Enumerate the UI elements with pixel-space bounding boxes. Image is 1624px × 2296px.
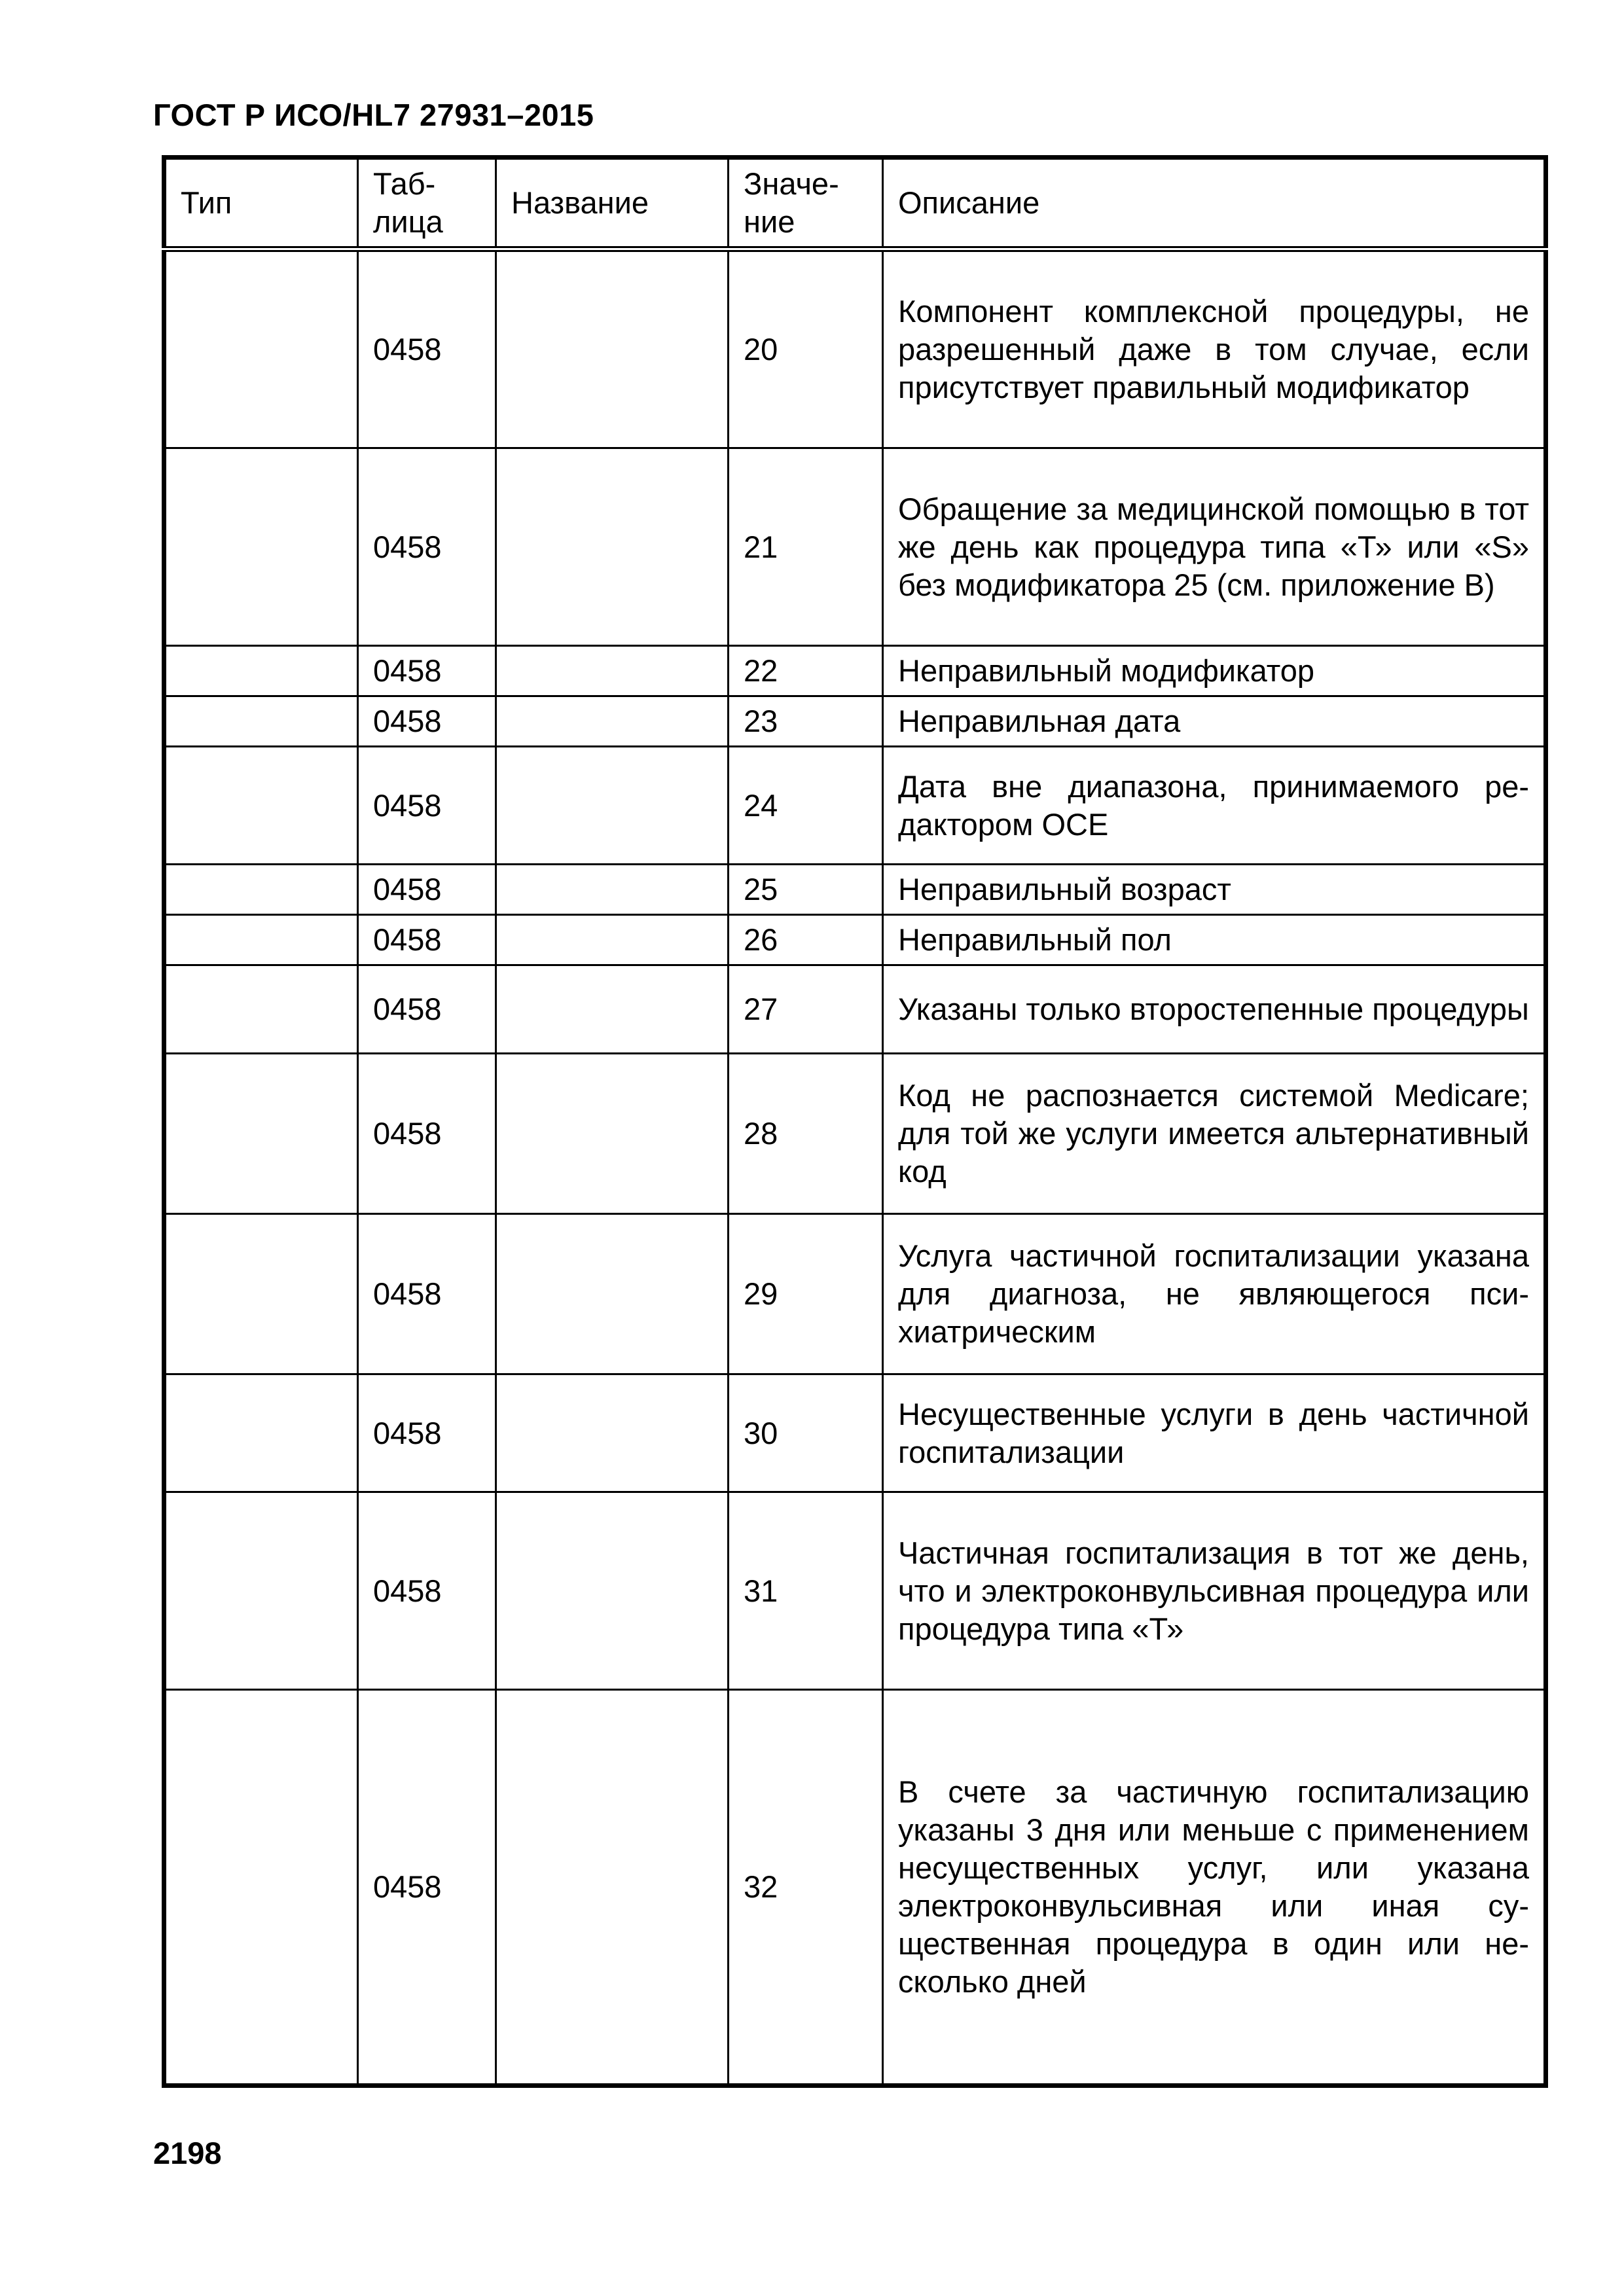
cell-description: В счете за частичную госпитализацию указаны 3 дня или меньше с применением несущественных услуг, или указана электроконвульсивная или иная существенная процедура в один или несколько дней xyxy=(883,1690,1546,2086)
table-row xyxy=(164,915,1546,965)
cell-description: Код не распознается системой Medicare; для той же услуги имеется альтернативный код xyxy=(883,1054,1546,1214)
document-header: ГОСТ Р ИСО/HL7 27931–2015 xyxy=(153,98,594,132)
cell-value: 28 xyxy=(729,1054,883,1214)
table-body xyxy=(164,249,1546,2086)
table-row xyxy=(164,965,1546,1054)
table-row xyxy=(164,1054,1546,1214)
cell-value: 32 xyxy=(729,1690,883,2086)
cell-table: 0458 xyxy=(358,1374,496,1492)
cell-type xyxy=(164,965,358,1054)
cell-type xyxy=(164,696,358,747)
cell-table: 0458 xyxy=(358,1492,496,1690)
cell-value: 24 xyxy=(729,747,883,865)
cell-description: Несущественные услуги в день частичной госпитализации xyxy=(883,1374,1546,1492)
cell-table: 0458 xyxy=(358,1214,496,1374)
cell-type xyxy=(164,249,358,448)
cell-name xyxy=(496,747,729,865)
cell-name xyxy=(496,646,729,696)
cell-table: 0458 xyxy=(358,965,496,1054)
table-header xyxy=(164,158,1546,249)
table-row xyxy=(164,1374,1546,1492)
table-header-row xyxy=(164,158,1546,249)
cell-value: 20 xyxy=(729,249,883,448)
table-row xyxy=(164,747,1546,865)
cell-name xyxy=(496,865,729,915)
table-row xyxy=(164,1690,1546,2086)
cell-type xyxy=(164,448,358,646)
cell-description: Частичная госпитализация в тот же день, что и электроконвульсивная процедура или процедура типа «Т» xyxy=(883,1492,1546,1690)
column-header-value: Значе- ние xyxy=(729,158,883,249)
column-header-name: Название xyxy=(496,158,729,249)
cell-table: 0458 xyxy=(358,696,496,747)
codes-table xyxy=(162,155,1548,2088)
table-row xyxy=(164,1214,1546,1374)
column-header-description: Описание xyxy=(883,158,1546,249)
cell-description: Указаны только второстепенные процедуры xyxy=(883,965,1546,1054)
table-row xyxy=(164,448,1546,646)
cell-table: 0458 xyxy=(358,747,496,865)
cell-type xyxy=(164,915,358,965)
cell-type xyxy=(164,1214,358,1374)
cell-value: 23 xyxy=(729,696,883,747)
column-header-table: Таб- лица xyxy=(358,158,496,249)
cell-type xyxy=(164,646,358,696)
cell-table: 0458 xyxy=(358,1690,496,2086)
cell-name xyxy=(496,696,729,747)
cell-type xyxy=(164,1054,358,1214)
cell-value: 27 xyxy=(729,965,883,1054)
cell-type xyxy=(164,865,358,915)
cell-description: Неправильная дата xyxy=(883,696,1546,747)
cell-value: 31 xyxy=(729,1492,883,1690)
cell-name xyxy=(496,448,729,646)
cell-name xyxy=(496,249,729,448)
cell-description: Дата вне диапазона, принимаемого редактором ОСЕ xyxy=(883,747,1546,865)
cell-type xyxy=(164,1492,358,1690)
cell-name xyxy=(496,1214,729,1374)
cell-name xyxy=(496,1374,729,1492)
cell-name xyxy=(496,1054,729,1214)
cell-name xyxy=(496,965,729,1054)
cell-table: 0458 xyxy=(358,646,496,696)
cell-name xyxy=(496,1690,729,2086)
cell-description: Компонент комплексной процедуры, не разрешенный даже в том случае, если присутствует правильный модификатор xyxy=(883,249,1546,448)
cell-description: Неправильный модификатор xyxy=(883,646,1546,696)
cell-description: Обращение за медицинской помощью в тот же день как процедура типа «Т» или «S» без модификатора 25 (см. приложение В) xyxy=(883,448,1546,646)
cell-table: 0458 xyxy=(358,1054,496,1214)
cell-value: 29 xyxy=(729,1214,883,1374)
cell-description: Неправильный возраст xyxy=(883,865,1546,915)
cell-value: 25 xyxy=(729,865,883,915)
cell-value: 30 xyxy=(729,1374,883,1492)
table-row xyxy=(164,1492,1546,1690)
cell-table: 0458 xyxy=(358,915,496,965)
page-number: 2198 xyxy=(153,2136,222,2170)
cell-description: Услуга частичной госпитализации указана для диагноза, не являющегося психиатрическим xyxy=(883,1214,1546,1374)
cell-description: Неправильный пол xyxy=(883,915,1546,965)
cell-table: 0458 xyxy=(358,448,496,646)
cell-table: 0458 xyxy=(358,865,496,915)
cell-name xyxy=(496,915,729,965)
cell-table: 0458 xyxy=(358,249,496,448)
cell-name xyxy=(496,1492,729,1690)
table-row xyxy=(164,646,1546,696)
table-row xyxy=(164,865,1546,915)
cell-type xyxy=(164,1374,358,1492)
column-header-type: Тип xyxy=(164,158,358,249)
cell-value: 26 xyxy=(729,915,883,965)
table-row xyxy=(164,696,1546,747)
table-row xyxy=(164,249,1546,448)
cell-value: 22 xyxy=(729,646,883,696)
cell-value: 21 xyxy=(729,448,883,646)
cell-type xyxy=(164,747,358,865)
cell-type xyxy=(164,1690,358,2086)
